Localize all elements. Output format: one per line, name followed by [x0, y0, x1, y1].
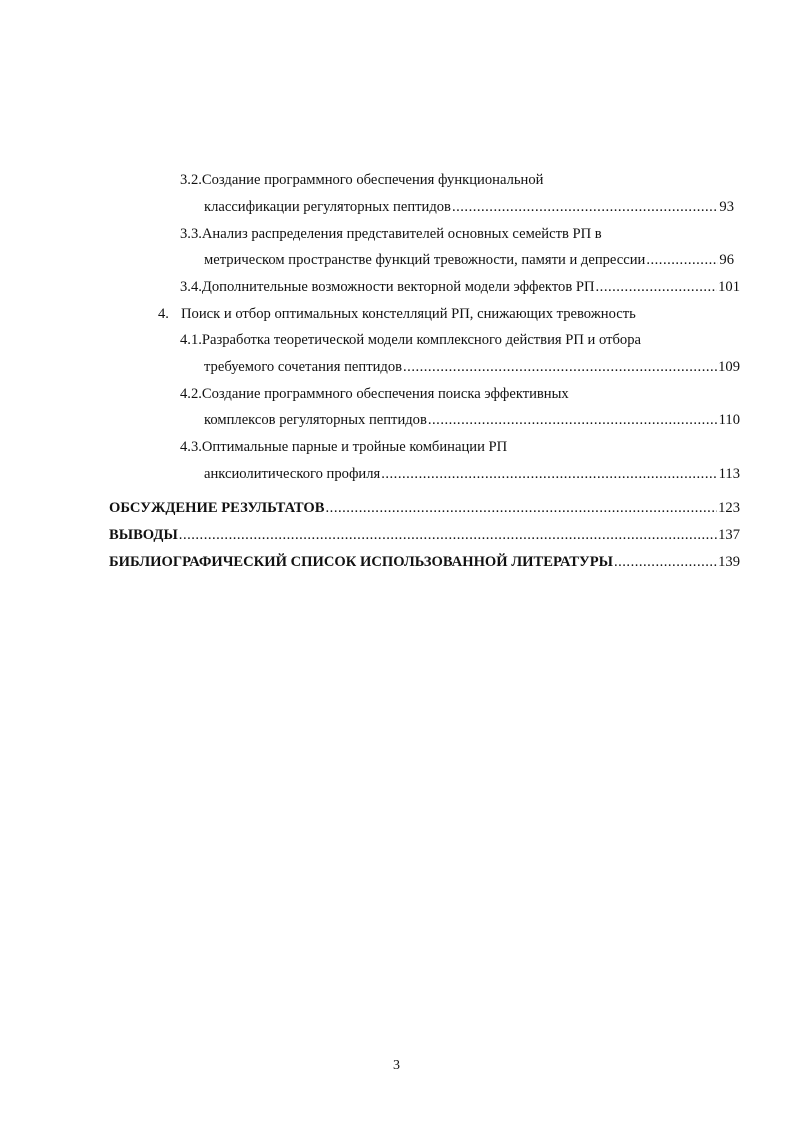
toc-entry-4-2-line2: комплексов регуляторных пептидов — [204, 412, 427, 428]
toc-entry-3-3-line1: 3.3.Анализ распределения представителей основных семейств РП в — [180, 226, 602, 242]
toc-entry-3-3[interactable] — [204, 250, 734, 270]
toc-entry-4-2[interactable] — [204, 410, 740, 430]
leader-dots — [381, 464, 717, 484]
toc-chapter-4-title[interactable]: Поиск и отбор оптимальных констелляций РП, снижающих тревожность — [181, 306, 636, 322]
toc-page-number: 139 — [718, 554, 740, 570]
toc-entry-4-1-line2: требуемого сочетания пептидов — [204, 359, 403, 375]
toc-entry-3-2-line1: 3.2.Создание программного обеспечения функциональной — [180, 172, 544, 188]
leader-dots — [179, 525, 717, 545]
toc-page-number: 96 — [719, 252, 734, 268]
toc-page-number: 101 — [718, 279, 740, 295]
toc-entry-3-2[interactable] — [204, 197, 734, 217]
toc-page-number: 123 — [718, 500, 740, 516]
toc-entry-3-2-line2: классификации регуляторных пептидов — [204, 199, 451, 215]
toc-entry-3-3-line2: метрическом пространстве функций тревожности, памяти и депрессии — [204, 252, 646, 268]
toc-page-number: 93 — [719, 199, 734, 215]
toc-entry-4-3[interactable] — [204, 464, 740, 484]
leader-dots — [326, 498, 718, 518]
toc-bibliography-title: БИБЛИОГРАФИЧЕСКИЙ СПИСОК ИСПОЛЬЗОВАННОЙ ЛИТЕРАТУРЫ — [109, 554, 613, 570]
leader-dots — [428, 410, 718, 430]
toc-page-number: 137 — [718, 527, 740, 543]
toc-entry-4-1[interactable] — [204, 357, 740, 377]
toc-entry-3-4-title: 3.4.Дополнительные возможности векторной модели эффектов РП — [180, 279, 595, 295]
page-number: 3 — [393, 1058, 400, 1073]
toc-chapter-4-number: 4. — [158, 306, 169, 322]
toc-conclusions-title: ВЫВОДЫ — [109, 527, 178, 543]
toc-page-number: 113 — [718, 466, 740, 482]
toc-entry-4-1-line1: 4.1.Разработка теоретической модели комплексного действия РП и отбора — [180, 332, 641, 348]
leader-dots — [596, 277, 718, 297]
toc-entry-discussion[interactable] — [109, 498, 740, 518]
toc-entry-4-3-line2: анксиолитического профиля — [204, 466, 381, 482]
leader-dots — [452, 197, 718, 217]
toc-entry-conclusions[interactable] — [109, 525, 740, 545]
toc-entry-4-3-line1: 4.3.Оптимальные парные и тройные комбинации РП — [180, 439, 508, 455]
leader-dots — [614, 552, 717, 572]
leader-dots — [403, 357, 717, 377]
toc-discussion-title: ОБСУЖДЕНИЕ РЕЗУЛЬТАТОВ — [109, 500, 325, 516]
toc-entry-bibliography[interactable] — [109, 552, 740, 572]
toc-page-number: 109 — [718, 359, 740, 375]
toc-page-number: 110 — [718, 412, 740, 428]
toc-entry-4-2-line1: 4.2.Создание программного обеспечения поиска эффективных — [180, 386, 569, 402]
leader-dots — [646, 250, 718, 270]
toc-entry-3-4[interactable] — [180, 277, 740, 297]
